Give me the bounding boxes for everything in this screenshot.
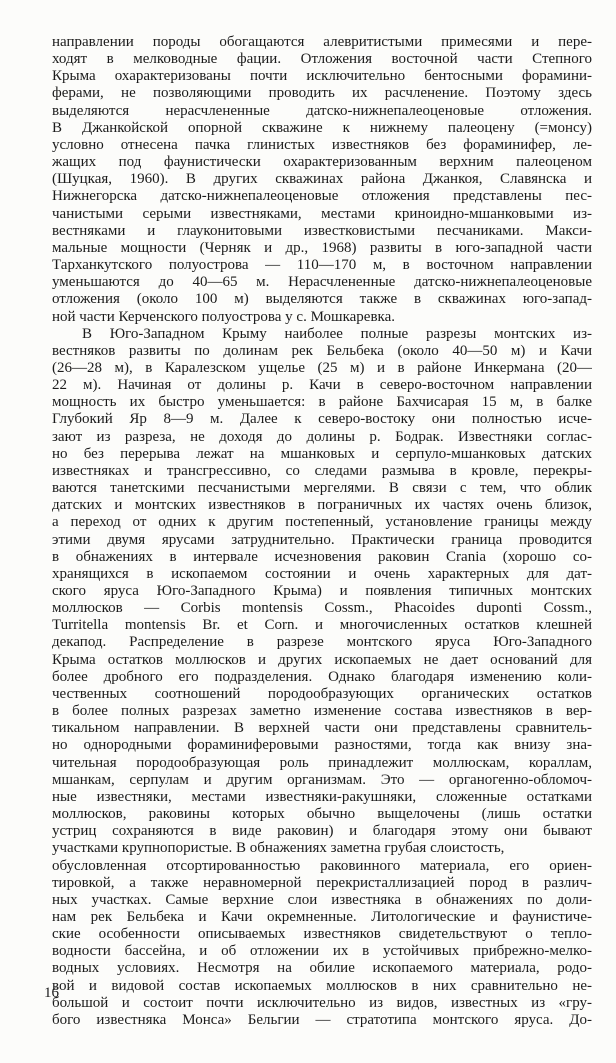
text-line: но без перерыва лежат на мшанковых и серпуло-мшанковых датских	[52, 445, 592, 462]
text-line: известняках и трансгрессивно, со следами размыва в кровле, перекры-	[52, 462, 592, 479]
text-line: более дробного его подразделения. Однако благодаря изменению коли-	[52, 668, 592, 685]
text-line: (26—28 м), в Каралезском ущелье (25 м) и в районе Инкермана (20—	[52, 359, 592, 376]
page-number: 16	[44, 985, 59, 1001]
text-line: зают из разреза, не доходя до долины р. Бодрак. Известняки соглас-	[52, 428, 592, 445]
text-line: водных условиях. Несмотря на обилие ископаемого материала, родо-	[52, 960, 592, 977]
text-line: водности бассейна, и об отложении их в устойчивых прибрежно-мелко-	[52, 943, 592, 960]
text-line: ных участках. Самые верхние слои известняка в обнажениях по доли-	[52, 891, 592, 908]
text-line: чительная породообразующая роль принадлежит моллюскам, кораллам,	[52, 754, 592, 771]
text-line: В Юго-Западном Крыму наиболее полные разрезы монтских из-	[82, 325, 592, 342]
text-line: тировкой, а также неравномерной перекристаллизацией пород в различ-	[52, 874, 592, 891]
text-line: мшанкам, серпулам и другим организмам. Это — органогенно-обломоч-	[52, 771, 592, 788]
text-line: выделяются нерасчлененные датско-нижнепалеоценовые отложения.	[52, 102, 592, 119]
text-line: ского яруса Юго-Западного Крыма) и появления типичных монтских	[52, 583, 592, 599]
text-line: мальные мощности (Черняк и др., 1968) развиты в юго-западной части	[52, 239, 592, 256]
text-line: Turritella montensis Br. et Corn. и многочисленных остатков клешней	[52, 617, 592, 634]
text-line: тикальном направлении. В верхней части они представлены сравнитель-	[52, 720, 592, 737]
text-line: условно отнесена пачка глинистых известняков без фораминифер, ле-	[52, 136, 592, 153]
text-line: направлении породы обогащаются алевритистыми примесями и пере-	[52, 34, 592, 50]
text-line: моллюсков — Corbis montensis Cossm., Phacoides duponti Cossm.,	[52, 600, 592, 617]
text-line: Глубокий Яр 8—9 м. Далее к северо-востоку они полностью исче-	[52, 411, 592, 428]
text-line: моллюсков, раковины которых обычно выщелочены (лишь остатки	[52, 806, 592, 823]
text-line: ферами, не позволяющими проводить их расчленение. Поэтому здесь	[52, 85, 592, 102]
text-line: участками крупнопористые. В обнажениях заметна грубая слоистость,	[52, 840, 505, 857]
text-line: отложения (около 100 м) выделяются также в скважинах юго-запад-	[52, 291, 592, 308]
text-line: устриц сохраняются в виде раковин) и благодаря этому они бывают	[52, 823, 592, 840]
body-text	[52, 34, 592, 1029]
text-line: мощность их быстро уменьшается: в районе Бахчисарая 15 м, в балке	[52, 394, 592, 411]
text-line: ские особенности описываемых известняков свидетельствуют о тепло-	[52, 926, 592, 943]
text-line: в более полных разрезах заметно изменение состава известняков в вер-	[52, 703, 592, 720]
text-line: 22 м). Начиная от долины р. Качи в северо-восточном направлении	[52, 377, 592, 394]
text-line: чанистыми серыми известняками, местами криноидно-мшанковыми из-	[52, 205, 592, 222]
text-line: бого известняка Монса» Бельгии — стратотипа монтского яруса. До-	[52, 1011, 592, 1028]
text-line: нам рек Бельбека и Качи окремненные. Литологические и фаунистиче-	[52, 908, 592, 925]
text-line: В Джанкойской опорной скважине к нижнему палеоцену (=монсу)	[52, 119, 592, 136]
text-line: вестняков развиты по долинам рек Бельбека (около 40—50 м) и Качи	[52, 342, 592, 359]
text-line: жащих под фаунистически охарактеризованным верхним палеоценом	[52, 154, 592, 171]
text-line: (Шуцкая, 1960). В других скважинах района Джанкоя, Славянска и	[52, 171, 592, 188]
text-line: уменьшаются до 40—65 м. Нерасчлененные датско-нижнепалеоценовые	[52, 274, 592, 291]
text-line: ные известняки, местами известняки-ракушняки, сложенные остатками	[52, 788, 592, 805]
text-line: обусловленная отсортированностью раковинного материала, его ориен-	[52, 857, 592, 874]
text-line: чественных соотношений породообразующих органических остатков	[52, 685, 592, 702]
text-line: Крыма остатков моллюсков и других ископаемых не дает оснований для	[52, 651, 592, 668]
text-line: этими двумя ярусами затруднительно. Практически граница проводится	[52, 531, 592, 548]
text-line: декапод. Распределение в разрезе монтского яруса Юго-Западного	[52, 634, 592, 651]
text-line: ходят в мелководные фации. Отложения восточной части Степного	[52, 51, 592, 68]
text-line: Тарханкутского полуострова — 110—170 м, в восточном направлении	[52, 257, 592, 274]
text-line: вестняками и глауконитовыми известковистыми песчаниками. Макси-	[52, 222, 592, 239]
text-line: Крыма охарактеризованы почти исключительно бентосными форамини-	[52, 68, 592, 85]
text-line: Нижнегорска датско-нижнепалеоценовые отложения представлены пес-	[52, 188, 592, 205]
text-line: ной части Керченского полуострова у с. Мошкаревка.	[52, 308, 396, 325]
text-line: а переход от одних к другим постепенный, установление границы между	[52, 514, 592, 531]
text-line: вой и видовой состав ископаемых моллюсков в них сравнительно не-	[52, 977, 592, 994]
text-line: датских и монтских известняков в пограничных их частях очень близок,	[52, 497, 592, 514]
text-line: хранящихся в ископаемом состоянии и очень характерных для дат-	[52, 565, 592, 582]
text-line: большой и состоит почти исключительно из видов, известных из «гру-	[52, 994, 592, 1011]
text-line: но однородными фораминиферовыми разностями, тогда как внизу зна-	[52, 737, 592, 754]
text-line: в обнажениях в интервале исчезновения раковин Crania (хорошо со-	[52, 548, 592, 565]
text-line: ваются танетскими песчанистыми мергелями. В связи с тем, что облик	[52, 480, 592, 497]
